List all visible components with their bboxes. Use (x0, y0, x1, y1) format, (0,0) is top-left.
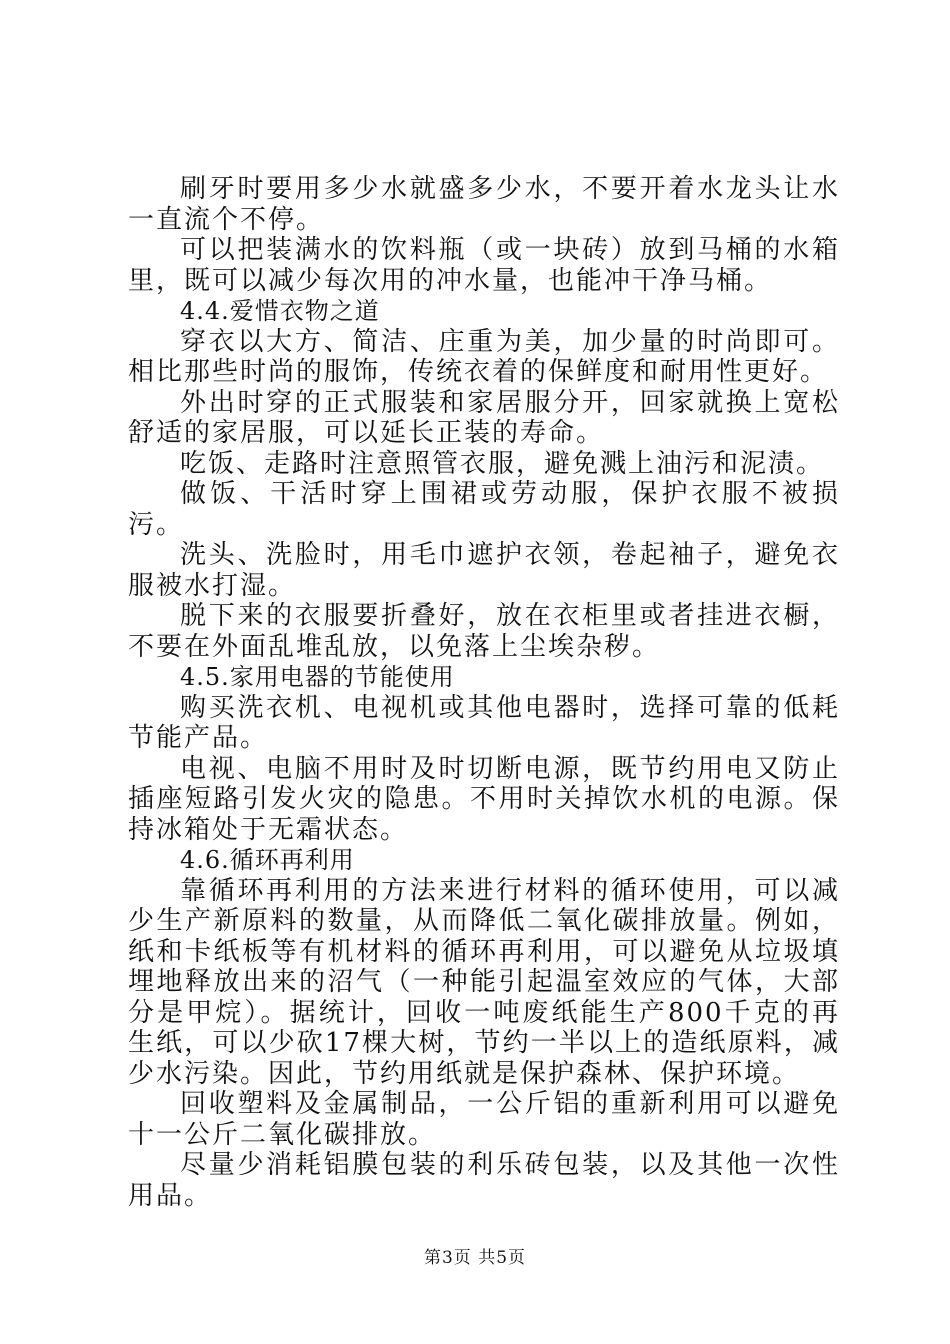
section-heading: 4.5.家用电器的节能使用 (180, 663, 455, 691)
paragraph: 可以把装满水的饮料瓶（或一块砖）放到马桶的水箱里，既可以减少每次用的冲水量，也能冲干净马桶。 (128, 235, 840, 296)
document-body (128, 174, 840, 1211)
paragraph: 脱下来的衣服要折叠好，放在衣柜里或者挂进衣橱，不要在外面乱堆乱放，以免落上尘埃杂秽。 (128, 601, 840, 662)
page-number-label: 第3页 共5页 (423, 1248, 527, 1268)
section-heading: 4.4.爱惜衣物之道 (180, 297, 380, 325)
paragraph: 回收塑料及金属制品，一公斤铝的重新利用可以避免十一公斤二氧化碳排放。 (128, 1089, 840, 1150)
paragraph: 穿衣以大方、简洁、庄重为美，加少量的时尚即可。相比那些时尚的服饰，传统衣着的保鲜度和耐用性更好。 (128, 326, 840, 387)
paragraph: 刷牙时要用多少水就盛多少水，不要开着水龙头让水一直流个不停。 (128, 174, 840, 235)
paragraph: 做饭、干活时穿上围裙或劳动服，保护衣服不被损污。 (128, 479, 840, 540)
paragraph: 尽量少消耗铝膜包装的利乐砖包装，以及其他一次性用品。 (128, 1150, 840, 1211)
paragraph: 吃饭、走路时注意照管衣服，避免溅上油污和泥渍。 (180, 448, 825, 479)
paragraph: 靠循环再利用的方法来进行材料的循环使用，可以减少生产新原料的数量，从而降低二氧化碳排放量。例如，纸和卡纸板等有机材料的循环再利用，可以避免从垃圾填埋地释放出来的沼气（一种能引起温室效应的气体，大部分是甲烷）。据统计，回收一吨废纸能生产800千克的再生纸，可以少砍17棵大树，节约一半以上的造纸原料，减少水污染。因此，节约用纸就是保护森林、保护环境。 (128, 875, 840, 1089)
section-heading: 4.6.循环再利用 (180, 846, 355, 874)
paragraph: 外出时穿的正式服装和家居服分开，回家就换上宽松舒适的家居服，可以延长正装的寿命。 (128, 387, 840, 448)
paragraph: 电视、电脑不用时及时切断电源，既节约用电又防止插座短路引发火灾的隐患。不用时关掉饮水机的电源。保持冰箱处于无霜状态。 (128, 753, 840, 845)
paragraph: 洗头、洗脸时，用毛巾遮护衣领，卷起袖子，避免衣服被水打湿。 (128, 540, 840, 601)
paragraph: 购买洗衣机、电视机或其他电器时，选择可靠的低耗节能产品。 (128, 692, 840, 753)
page-footer (0, 1243, 950, 1268)
